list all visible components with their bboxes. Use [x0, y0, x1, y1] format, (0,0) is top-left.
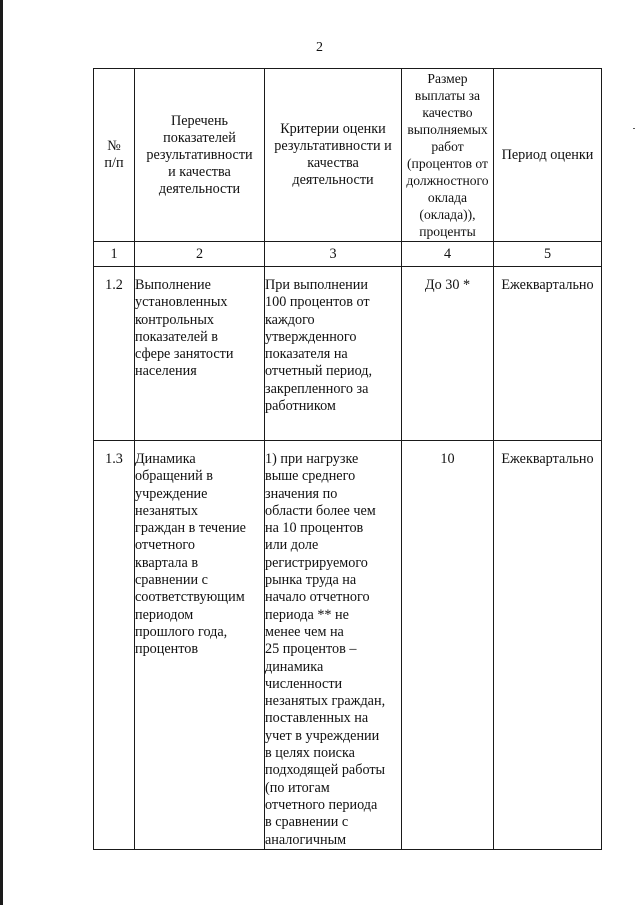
column-number: 3	[265, 242, 402, 267]
table-row	[94, 267, 602, 441]
row-number: 1.3	[94, 441, 135, 850]
scan-artifact-mark	[633, 128, 635, 129]
column-number: 4	[402, 242, 494, 267]
column-number: 2	[135, 242, 265, 267]
column-number-row	[94, 242, 602, 267]
column-number: 5	[494, 242, 602, 267]
header-payment-size: Размер выплаты за качество выполняемых работ (процентов от должностного оклада (оклада)), проценты	[402, 69, 494, 242]
period-cell: Ежеквартально	[494, 441, 602, 850]
criteria-cell: 1) при нагрузке выше среднего значения по области более чем на 10 процентов или доле регистрируемого рынка труда на начало отчетного периода ** не менее чем на 25 процентов – динамика численности незанятых граждан, поставленных на учет в учреждении в целях поиска подходящей работы (по итогам отчетного периода в сравнении с аналогичным	[265, 441, 402, 850]
row-number: 1.2	[94, 267, 135, 441]
period-cell: Ежеквартально	[494, 267, 602, 441]
column-number: 1	[94, 242, 135, 267]
table-row	[94, 441, 602, 850]
indicator-cell: Выполнение установленных контрольных показателей в сфере занятости населения	[135, 267, 265, 441]
criteria-cell: При выполнении 100 процентов от каждого утвержденного показателя на отчетный период, закрепленного за работником	[265, 267, 402, 441]
header-number: № п/п	[94, 69, 135, 242]
header-period: Период оценки	[494, 69, 602, 242]
payment-cell: 10	[402, 441, 494, 850]
page-number: 2	[316, 40, 323, 55]
scan-left-edge	[0, 0, 3, 905]
header-criteria: Критерии оценки результативности и качества деятельности	[265, 69, 402, 242]
payment-cell: До 30 *	[402, 267, 494, 441]
indicator-cell: Динамика обращений в учреждение незанятых граждан в течение отчетного квартала в сравнении с соответствующим периодом прошлого года, процентов	[135, 441, 265, 850]
indicators-table	[93, 68, 602, 850]
header-row	[94, 69, 602, 242]
header-indicator-list: Перечень показателей результативности и качества деятельности	[135, 69, 265, 242]
